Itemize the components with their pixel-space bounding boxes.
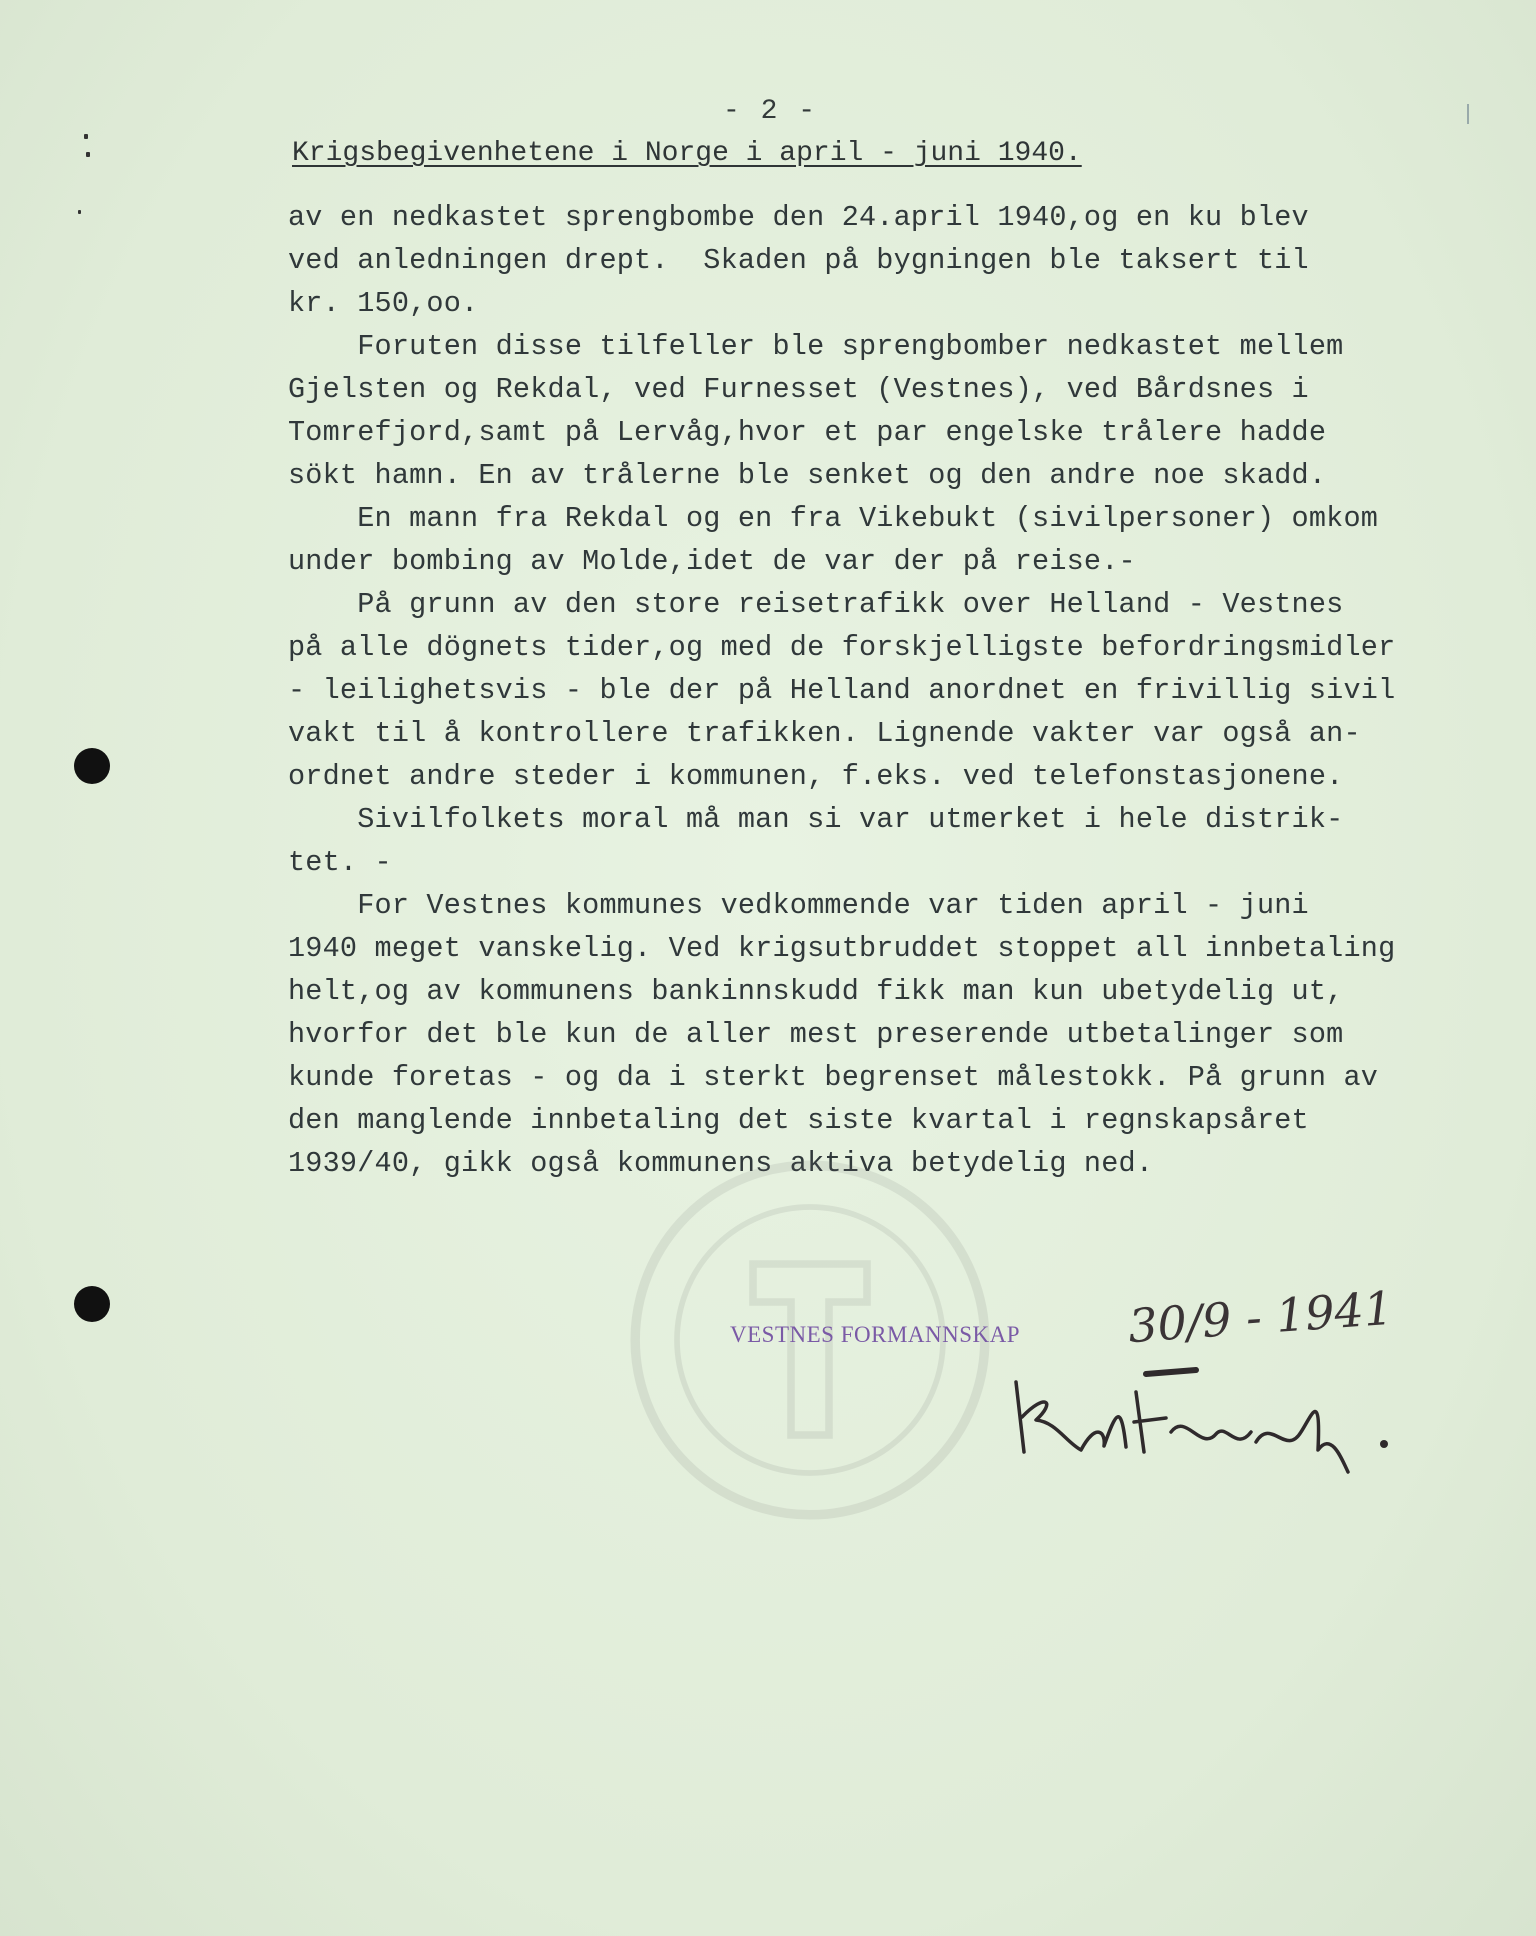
handwritten-date: 30/9 - 1941 (1126, 1280, 1395, 1354)
handwritten-signature (986, 1362, 1406, 1482)
paper-speck (86, 152, 90, 157)
text-line: - leilighetsvis - ble der på Helland anordnet en frivillig sivil (288, 674, 1396, 707)
text-line: av en nedkastet sprengbombe den 24.april 1940,og en ku blev (288, 201, 1309, 234)
punch-hole (74, 1286, 110, 1322)
text-line: kunde foretas - og da i sterkt begrenset målestokk. På grunn av (288, 1061, 1379, 1094)
text-line: ordnet andre steder i kommunen, f.eks. ved telefonstasjonene. (288, 760, 1344, 793)
text-line: kr. 150,oo. (288, 287, 479, 320)
text-line: under bombing av Molde,idet de var der på reise.- (288, 545, 1136, 578)
text-line: sökt hamn. En av trålerne ble senket og den andre noe skadd. (288, 459, 1327, 492)
text-line: tet. - (288, 846, 392, 879)
text-line: ved anledningen drept. Skaden på bygningen ble taksert til (288, 244, 1309, 277)
typed-body-text (288, 196, 1408, 1185)
text-line: 1939/40, gikk også kommunens aktiva betydelig ned. (288, 1147, 1154, 1180)
text-line: på alle dögnets tider,og med de forskjelligste befordringsmidler (288, 631, 1396, 664)
running-title: Krigsbegivenhetene i Norge i april - juni 1940. (292, 138, 1082, 169)
text-line: Tomrefjord,samt på Lervåg,hvor et par engelske trålere hadde (288, 416, 1327, 449)
text-line: 1940 meget vanskelig. Ved krigsutbruddet stoppet all innbetaling (288, 932, 1396, 965)
text-line: den manglende innbetaling det siste kvartal i regnskapsåret (288, 1104, 1309, 1137)
text-line: En mann fra Rekdal og en fra Vikebukt (sivilpersoner) omkom (288, 502, 1379, 535)
municipal-stamp-text: VESTNES FORMANNSKAP (730, 1322, 1021, 1347)
text-line: Foruten disse tilfeller ble sprengbomber nedkastet mellem (288, 330, 1344, 363)
text-line: Sivilfolkets moral må man si var utmerket i hele distrik- (288, 803, 1344, 836)
paper-speck (78, 210, 81, 214)
text-line: hvorfor det ble kun de aller mest preserende utbetalinger som (288, 1018, 1344, 1051)
punch-hole (74, 748, 110, 784)
text-line: Gjelsten og Rekdal, ved Furnesset (Vestnes), ved Bårdsnes i (288, 373, 1309, 406)
paper-speck (84, 134, 88, 139)
margin-mark (1467, 104, 1469, 124)
text-line: helt,og av kommunens bankinnskudd fikk man kun ubetydelig ut, (288, 975, 1344, 1008)
text-line: For Vestnes kommunes vedkommende var tiden april - juni (288, 889, 1309, 922)
text-line: vakt til å kontrollere trafikken. Lignende vakter var også an- (288, 717, 1361, 750)
text-line: På grunn av den store reisetrafikk over Helland - Vestnes (288, 588, 1344, 621)
page-number: - 2 - (722, 96, 817, 127)
